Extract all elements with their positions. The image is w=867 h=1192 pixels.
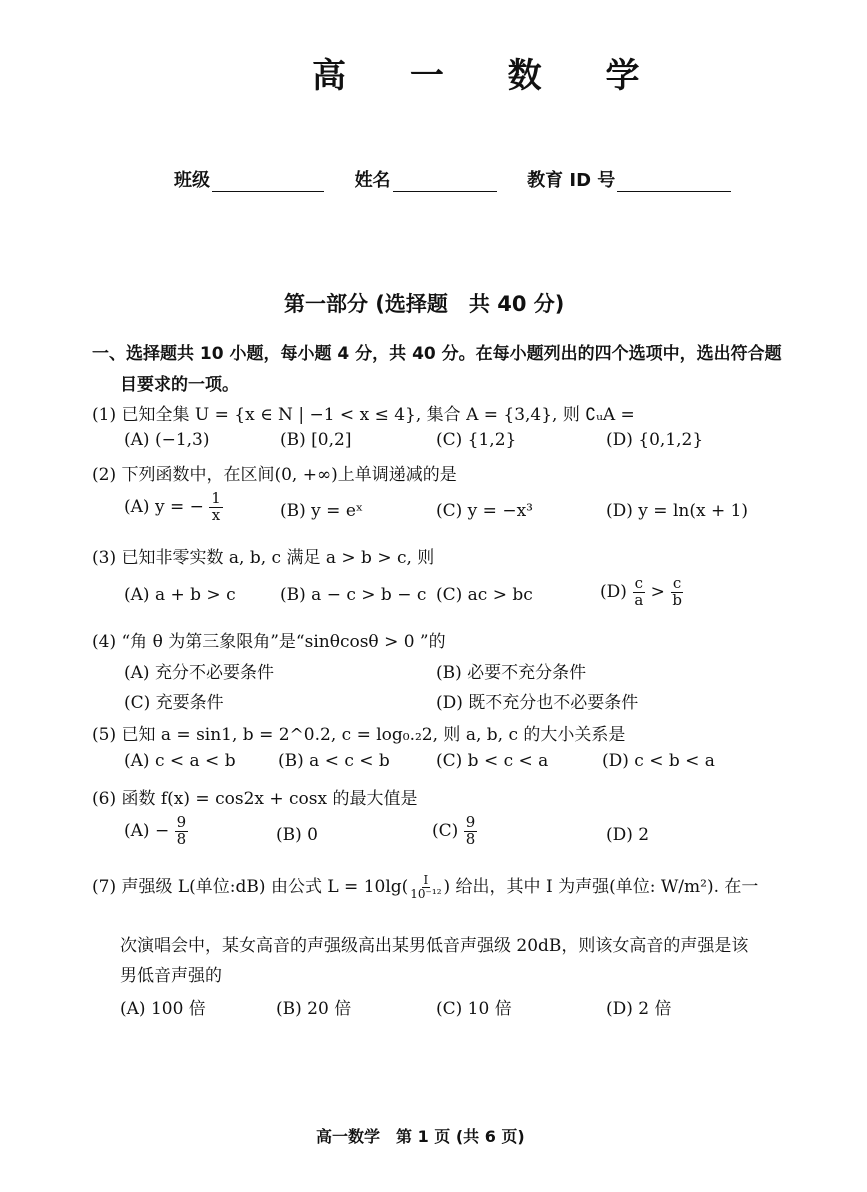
q7-option-b: (B) 20 倍 xyxy=(276,999,352,1019)
q6-option-c xyxy=(432,815,477,848)
name-blank xyxy=(393,173,497,192)
fraction-denominator: x xyxy=(211,505,221,524)
q7-option-a: (A) 100 倍 xyxy=(120,999,206,1019)
fraction-denominator: 10⁻¹² xyxy=(410,887,442,901)
class-label: 班级 xyxy=(174,170,210,191)
q1-option-b: (B) [0,2] xyxy=(280,430,352,450)
fraction-numerator: 9 xyxy=(465,813,476,831)
fraction-numerator: 1 xyxy=(211,489,221,507)
fraction-numerator: c xyxy=(634,574,643,592)
q3-stem: (3) 已知非零实数 a, b, c 满足 a > b > c, 则 xyxy=(92,548,435,568)
q6-option-d: (D) 2 xyxy=(606,825,650,845)
fraction-numerator: I xyxy=(423,873,429,888)
q7-option-d: (D) 2 倍 xyxy=(606,999,672,1019)
q3-option-d-fraction-1 xyxy=(632,576,645,609)
part-title: 第一部分 (选择题 共 40 分) xyxy=(284,292,565,316)
q7-stem-fraction xyxy=(408,874,443,900)
q5-option-a: (A) c < a < b xyxy=(124,751,236,771)
q3-option-a: (A) a + b > c xyxy=(124,585,236,605)
q4-stem: (4) “角 θ 为第三象限角”是“sinθcosθ > 0 ”的 xyxy=(92,632,446,652)
q5-option-b: (B) a < c < b xyxy=(278,751,390,771)
q1-option-a: (A) (−1,3) xyxy=(124,430,210,450)
q7-stem-pre: (7) 声强级 L(单位:dB) 由公式 L = 10lg( xyxy=(92,877,409,897)
q4-option-a: (A) 充分不必要条件 xyxy=(124,663,274,683)
q3-option-d xyxy=(600,576,684,609)
q3-option-d-prefix: (D) xyxy=(600,581,627,602)
q3-option-d-fraction-2 xyxy=(670,576,684,609)
q5-option-d: (D) c < b < a xyxy=(602,751,715,771)
q4-option-c: (C) 充要条件 xyxy=(124,693,224,713)
fraction-denominator: 8 xyxy=(465,829,476,848)
section-instruction-line2: 目要求的一项。 xyxy=(120,375,239,395)
q1-stem: (1) 已知全集 U = {x ∈ N | −1 < x ≤ 4}, 集合 A = {3,4}, 则 ∁ᵤA = xyxy=(92,405,635,425)
q7-stem-line2: 次演唱会中，某女高音的声强级高出某男低音声强级 20dB，则该女高音的声强是该 xyxy=(120,936,749,956)
q5-option-c: (C) b < c < a xyxy=(436,751,549,771)
q2-option-d: (D) y = ln(x + 1) xyxy=(606,501,749,521)
student-info-row xyxy=(174,166,731,192)
q7-stem-line3: 男低音声强的 xyxy=(120,966,222,986)
fraction-denominator: 8 xyxy=(176,829,187,848)
fraction-denominator: a xyxy=(634,590,644,609)
q6-option-c-prefix: (C) xyxy=(432,820,459,841)
q2-stem: (2) 下列函数中，在区间(0, +∞)上单调递减的是 xyxy=(92,465,457,485)
name-label: 姓名 xyxy=(354,170,391,191)
q1-option-d: (D) {0,1,2} xyxy=(606,430,704,450)
q6-option-c-fraction xyxy=(464,815,478,848)
class-blank xyxy=(212,173,324,192)
q6-option-a-fraction xyxy=(175,815,189,848)
q6-stem: (6) 函数 f(x) = cos2x + cosx 的最大值是 xyxy=(92,789,418,809)
fraction-denominator: b xyxy=(672,590,682,609)
q3-option-d-operator: > xyxy=(650,581,665,602)
q2-option-a-prefix: (A) y = − xyxy=(124,496,204,517)
q3-option-c: (C) ac > bc xyxy=(436,585,533,605)
q2-option-b: (B) y = eˣ xyxy=(280,501,364,521)
q2-option-a xyxy=(124,491,223,524)
q5-stem: (5) 已知 a = sin1, b = 2^0.2, c = log₀.₂2, 则 a, b, c 的大小关系是 xyxy=(92,725,626,745)
q3-option-b: (B) a − c > b − c xyxy=(280,585,427,605)
q7-stem-line1 xyxy=(92,872,758,901)
id-blank xyxy=(617,173,731,192)
q4-option-d: (D) 既不充分也不必要条件 xyxy=(436,693,639,713)
q2-option-c: (C) y = −x³ xyxy=(436,501,533,521)
exam-title: 高 一 数 学 xyxy=(312,56,666,96)
q2-option-a-fraction xyxy=(209,491,223,524)
page-footer: 高一数学 第 1 页 (共 6 页) xyxy=(316,1127,525,1146)
q6-option-a xyxy=(124,815,188,848)
fraction-numerator: c xyxy=(672,574,682,592)
q4-option-b: (B) 必要不充分条件 xyxy=(436,663,587,683)
q6-option-a-prefix: (A) − xyxy=(124,820,170,841)
q1-option-c: (C) {1,2} xyxy=(436,430,517,450)
q7-stem-post: ) 给出，其中 I 为声强(单位: W/m²). 在一 xyxy=(443,877,759,897)
section-instruction-line1: 一、选择题共 10 小题，每小题 4 分，共 40 分。在每小题列出的四个选项中，选出符合题 xyxy=(92,344,782,364)
q7-option-c: (C) 10 倍 xyxy=(436,999,512,1019)
fraction-numerator: 9 xyxy=(176,813,187,831)
id-label: 教育 ID 号 xyxy=(527,170,616,191)
q6-option-b: (B) 0 xyxy=(276,825,318,845)
